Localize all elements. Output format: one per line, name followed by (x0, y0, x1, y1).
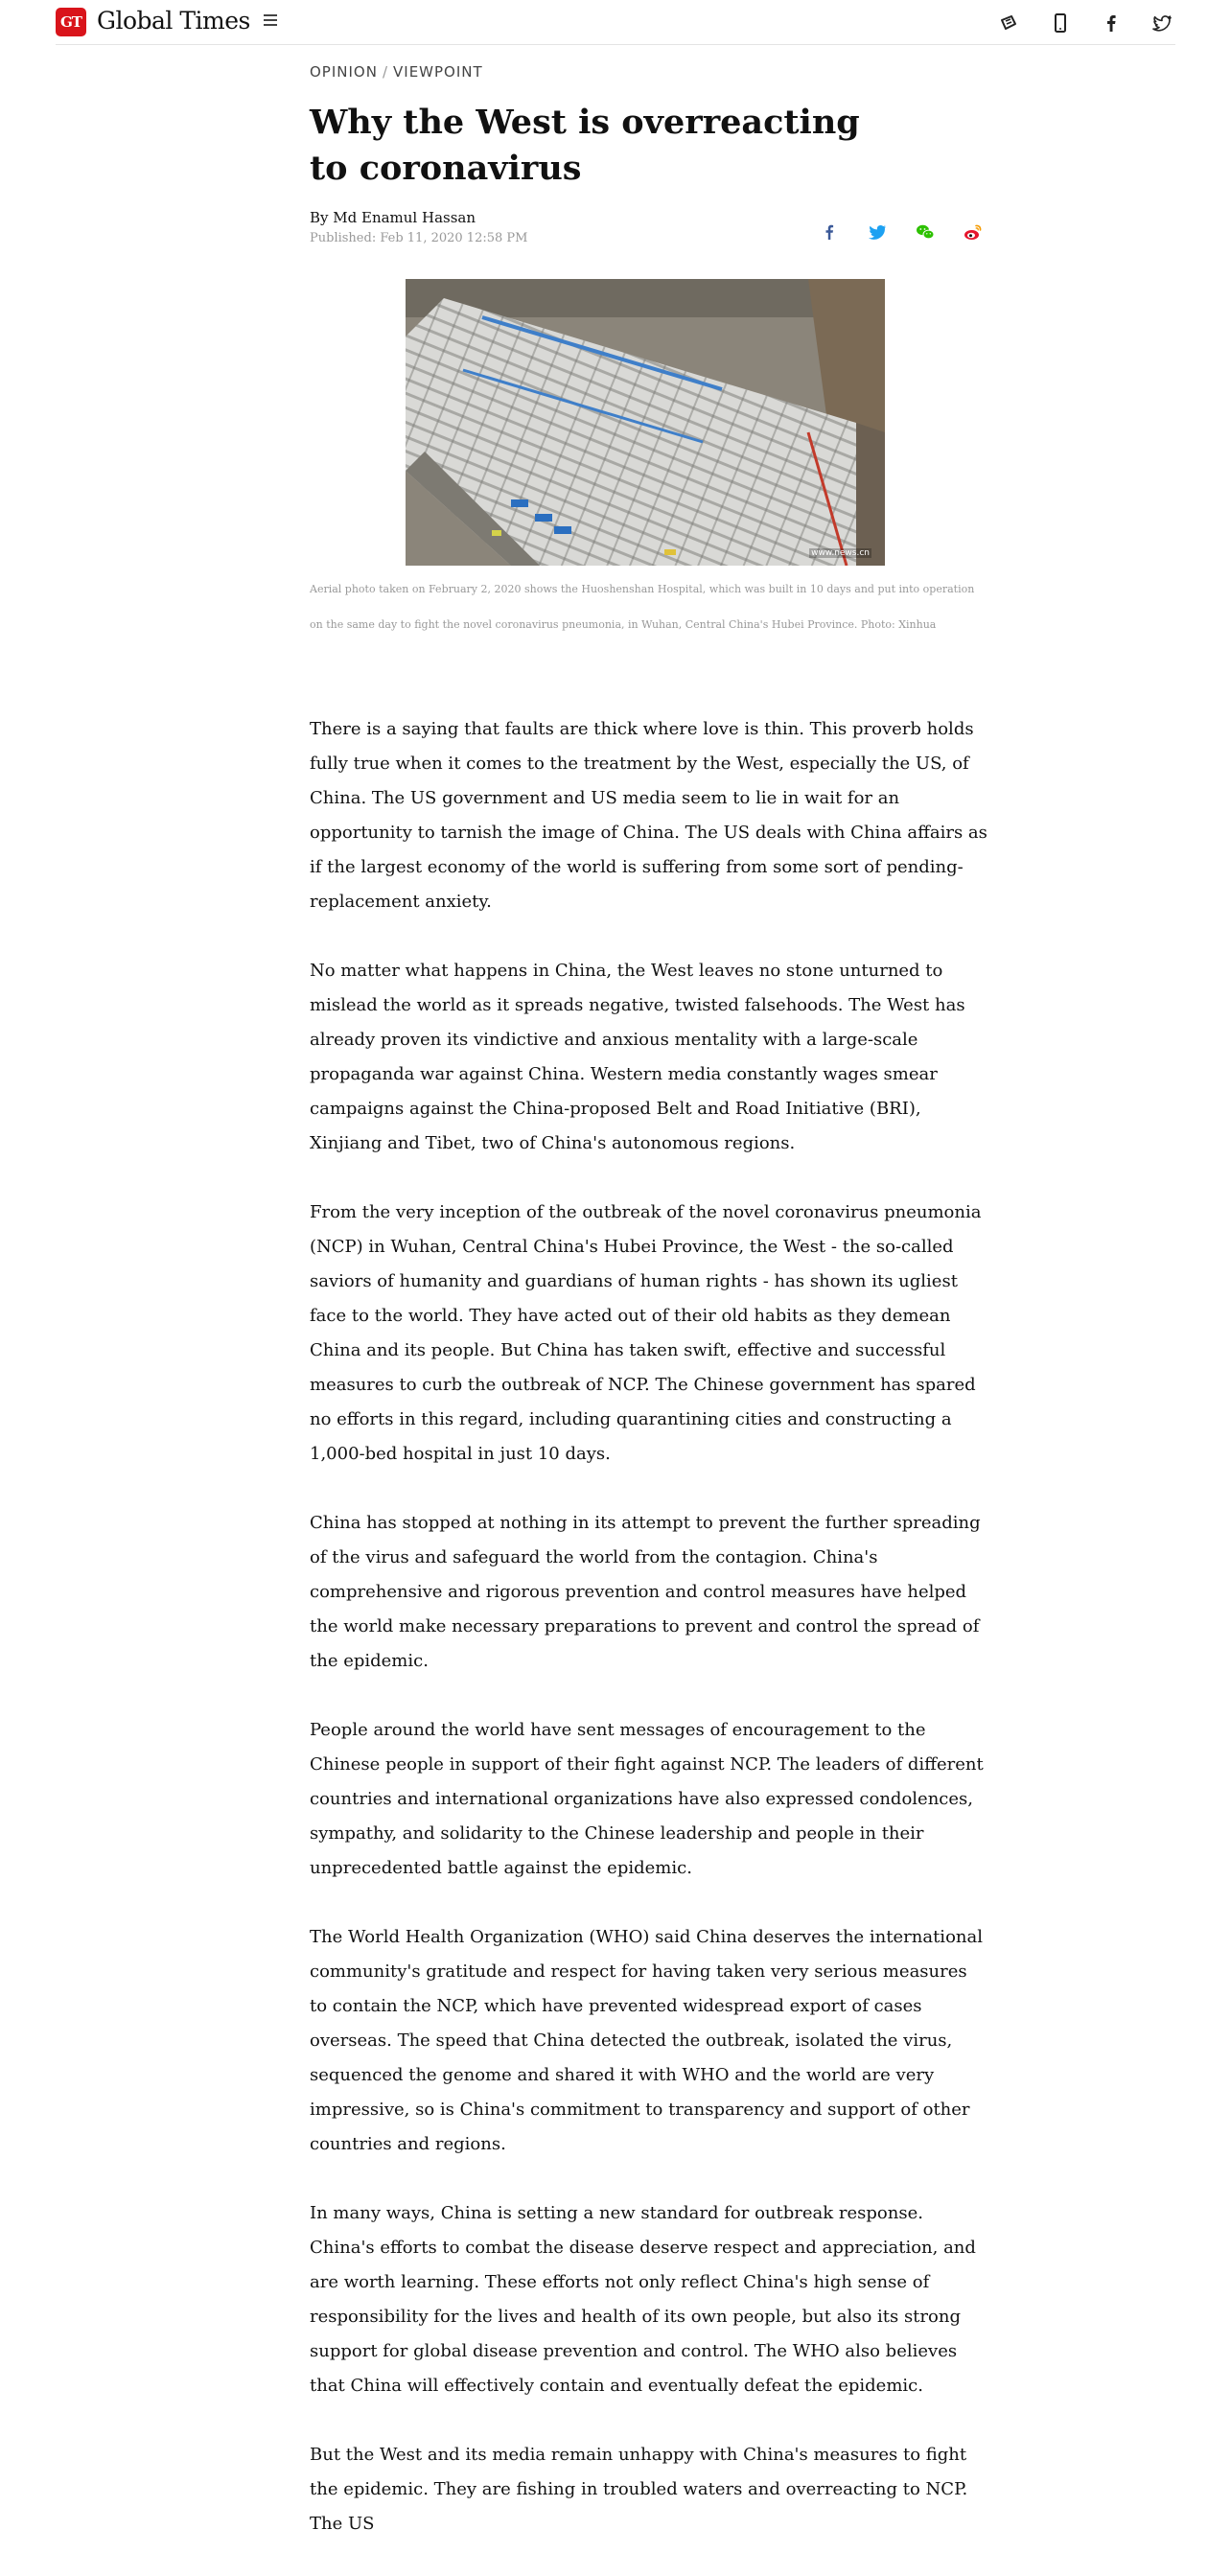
breadcrumb-separator: / (382, 63, 389, 81)
weibo-share-icon[interactable] (962, 220, 985, 244)
article-paragraph: From the very inception of the outbreak of the novel coronavirus pneumonia (NCP) in Wuhan, Central China's Hubei Province, the West - the so-called saviors of humanity and guardians of human rights - has shown its ugliest face to the world. They have acted out of their old habits as they demean China and its people. But China has taken swift, effective and successful measures to curb the outbreak of NCP. The Chinese government has spared no efforts in this regard, including quarantining cities and constructing a 1,000-bed hospital in just 10 days. (310, 1202, 982, 1464)
article-paragraph: China has stopped at nothing in its attempt to prevent the further spreading of the virus and safeguard the world from the contagion. China's comprehensive and rigorous prevention and control measures have helped the world make necessary preparations to prevent and control the spread of the epidemic. (310, 1513, 981, 1671)
facebook-icon[interactable] (1100, 12, 1123, 35)
mobile-icon[interactable] (1049, 12, 1072, 35)
article-paragraph: No matter what happens in China, the West leaves no stone unturned to mislead the world as it spreads negative, twisted falsehoods. The West has already proven its vindictive and anxious mentality with a large-scale propaganda war against China. Western media constantly wages smear campaigns against the China-proposed Belt and Road Initiative (BRI), Xinjiang and Tibet, two of China's autonomous regions. (310, 961, 965, 1153)
menu-icon[interactable] (262, 12, 279, 31)
site-logo-text[interactable]: Global Times (97, 7, 250, 35)
article-paragraph: In many ways, China is setting a new standard for outbreak response. China's efforts to combat the disease deserve respect and appreciation, and are worth learning. These efforts not only reflect China's high sense of responsibility for the lives and health of its own people, but also its strong support for global disease prevention and control. The WHO also believes that China will effectively contain and eventually defeat the epidemic. (310, 2203, 976, 2396)
photo-caption: Aerial photo taken on February 2, 2020 shows the Huoshenshan Hospital, which was built in 10 days and put into operation on the same day to fight the novel coronavirus pneumonia, in Wuhan, Central China's Hubei Province. Photo: Xinhua (310, 583, 975, 631)
twitter-icon[interactable] (1150, 12, 1173, 35)
article-photo (406, 279, 885, 566)
article-paragraph: People around the world have sent messages of encouragement to the Chinese people in support of their fight against NCP. The leaders of different countries and international organizations have also expressed condolences, sympathy, and solidarity to the Chinese leadership and people in their unprecedented battle against the epidemic. (310, 1720, 984, 1878)
article-body (310, 712, 988, 2576)
breadcrumb (310, 63, 483, 81)
article-paragraph: The World Health Organization (WHO) said China deserves the international community's gratitude and respect for having taken very serious measures to contain the NCP, which have prevented widespread export of cases overseas. The speed that China detected the outbreak, isolated the virus, sequenced the genome and shared it with WHO and the world are very impressive, so is China's commitment to transparency and support of other countries and regions. (310, 1927, 983, 2154)
article-title: Why the West is overreacting to coronavirus (310, 103, 860, 188)
article-published-date: Published: Feb 11, 2020 12:58 PM (310, 231, 528, 245)
twitter-share-icon[interactable] (866, 220, 889, 244)
header-divider (56, 44, 1175, 45)
article-byline: By Md Enamul Hassan (310, 209, 476, 226)
article-paragraph: But the West and its media remain unhappy with China's measures to fight the epidemic. They are fishing in troubled waters and overreacting to NCP. The US (310, 2445, 968, 2534)
epaper-icon[interactable] (997, 12, 1020, 35)
breadcrumb-section[interactable]: OPINION (310, 63, 378, 81)
wechat-share-icon[interactable] (914, 220, 937, 244)
site-header (0, 0, 1231, 44)
photo-watermark: www.news.cn (811, 548, 870, 558)
logo-badge[interactable]: GT (56, 8, 86, 36)
article-paragraph: There is a saying that faults are thick where love is thin. This proverb holds fully true when it comes to the treatment by the West, especially the US, of China. The US government and US media seem to lie in wait for an opportunity to tarnish the image of China. The US deals with China affairs as if the largest economy of the world is suffering from some sort of pending-replacement anxiety. (310, 719, 987, 912)
breadcrumb-subsection[interactable]: VIEWPOINT (393, 63, 483, 81)
facebook-share-icon[interactable] (818, 220, 841, 244)
